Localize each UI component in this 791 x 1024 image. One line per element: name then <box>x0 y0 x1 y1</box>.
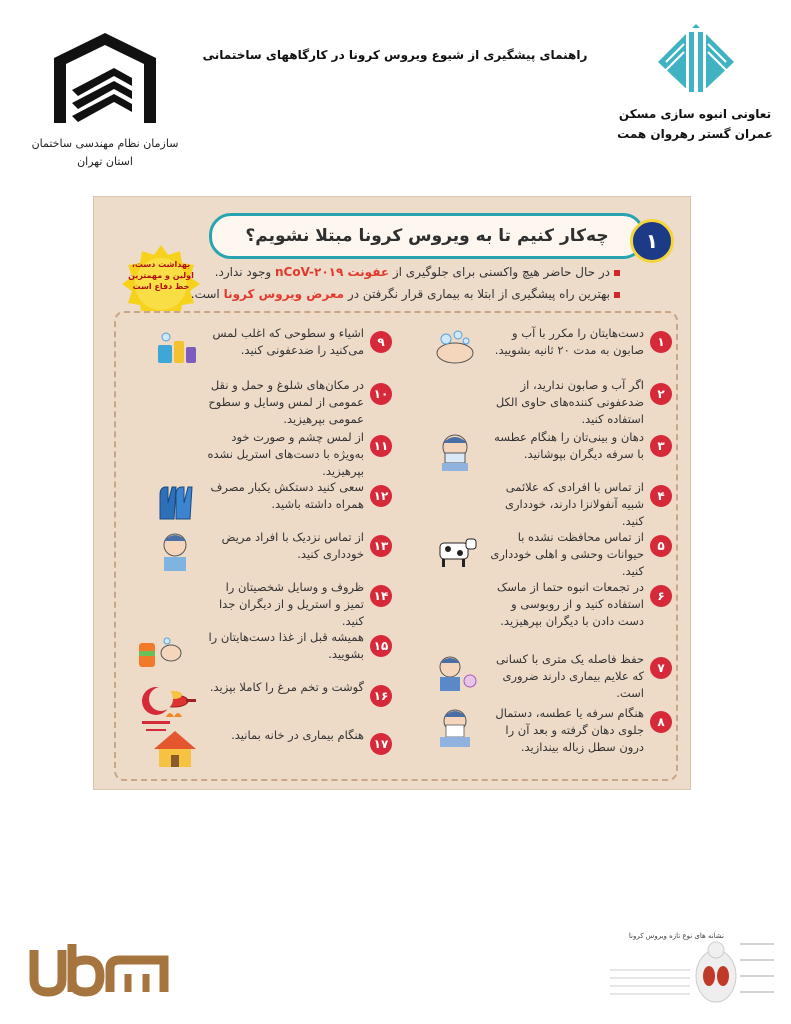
left-org-line2: استان تهران <box>77 155 133 168</box>
intro-1-a: در حال حاضر هیچ واکسنی برای جلوگیری از <box>389 265 610 279</box>
housing-coop-logo-icon <box>656 22 736 100</box>
tip-text: سعی کنید دستکش یکبار مصرف همراه داشته باشید. <box>210 480 364 511</box>
sneeze-icon <box>432 431 478 471</box>
tip-text: اشیاء و سطوحی که اغلب لمس می‌کنید را ضدعفونی کنید. <box>212 326 364 357</box>
cleaning-icon <box>152 327 198 367</box>
intro-1-red: عفونت nCoV-۲۰۱۹ <box>275 265 390 279</box>
tip-number: ۹ <box>370 331 392 353</box>
intro-1-b: وجود ندارد. <box>214 265 275 279</box>
intro-2-red: معرض ویروس کرونا <box>223 287 345 301</box>
tip-text: اگر آب و صابون ندارید، از ضدعفونی کننده‌های حاوی الکل استفاده کنید. <box>495 378 644 426</box>
tips-list <box>114 311 678 781</box>
tip-text: همیشه قبل از غذا دست‌هایتان را بشویید. <box>208 630 364 661</box>
left-org-line1: سازمان نظام مهندسی ساختمان <box>31 137 179 150</box>
tip-number: ۸ <box>650 711 672 733</box>
tip-number: ۱۵ <box>370 635 392 657</box>
right-org-line1: تعاونی انبوه سازی مسکن <box>618 107 772 121</box>
intro-line-2 <box>180 287 620 301</box>
tip-number: ۱۶ <box>370 685 392 707</box>
seal-text: بهداشت دست، اولین و مهمترین خط دفاع است <box>128 260 194 291</box>
tip-text: دهان و بینی‌تان را هنگام عطسه با سرفه دیگران بپوشانید. <box>494 430 644 461</box>
engineering-org-logo-icon <box>44 28 166 128</box>
right-org-name <box>610 104 780 144</box>
tip-text: هنگام بیماری در خانه بمانید. <box>231 728 364 742</box>
tip-number: ۱۷ <box>370 733 392 755</box>
bullet-icon <box>614 270 620 276</box>
distance-icon <box>432 653 478 693</box>
poster-title: چه‌کار کنیم تا به ویروس کرونا مبتلا نشویم؟ <box>245 226 609 246</box>
right-org-line2: عمران گستر رهروان همت <box>617 127 773 141</box>
bullet-icon <box>614 292 620 298</box>
intro-2-a: بهترین راه پیشگیری از ابتلا به بیماری قرار نگرفتن در <box>344 287 610 301</box>
sick-person-icon <box>152 531 198 571</box>
tip-text: در تجمعات انبوه حتما از ماسک استفاده کنید و از روبوسی و دست دادن با دیگران بپرهیزید. <box>496 580 644 628</box>
tip-text: از لمس چشم و صورت خود به‌ویژه با دست‌های استریل نشده بپرهیزید. <box>207 430 364 478</box>
tip-text: گوشت و تخم مرغ را کاملا بپزید. <box>209 680 364 694</box>
tip-text: حفظ فاصله یک متری با کسانی که علایم بیماری دارند ضروری است. <box>495 652 644 700</box>
gloves-icon <box>152 481 198 521</box>
red-crescent-logo-icon <box>136 685 176 745</box>
tip-number: ۵ <box>650 535 672 557</box>
handwash-icon <box>432 327 478 367</box>
poster-banner <box>209 213 645 259</box>
tip-number: ۲ <box>650 383 672 405</box>
tip-text: دست‌هایتان را مکرر با آب و صابون به مدت ۲۰ ثانیه بشویید. <box>494 326 644 357</box>
intro-line-1 <box>180 265 620 279</box>
tip-text: ظروف و وسایل شخصیتان را تمیز و استریل و از دیگران جدا کنید. <box>218 580 364 628</box>
tip-text: هنگام سرفه یا عطسه، دستمال جلوی دهان گرفته و بعد آن را درون سطل زباله بیندازید. <box>495 706 644 754</box>
tip-number: ۱۲ <box>370 485 392 507</box>
tip-text: از تماس با افرادی که علائمی شبیه آنفولانزا دارند، خودداری کنید. <box>504 480 644 528</box>
tip-number: ۱۳ <box>370 535 392 557</box>
tip-number: ۱۱ <box>370 435 392 457</box>
tip-text: در مکان‌های شلوغ و حمل و نقل عمومی از لمس وسایل و سطوح عمومی بپرهیزید. <box>208 378 364 426</box>
tip-number: ۷ <box>650 657 672 679</box>
tip-number: ۱ <box>650 331 672 353</box>
tip-text: از تماس محافظت نشده با حیوانات وحشی و اهلی خودداری کنید. <box>490 530 644 578</box>
tissue-icon <box>432 707 478 747</box>
tip-number: ۴ <box>650 485 672 507</box>
corona-prevention-poster <box>93 196 691 790</box>
cow-icon <box>432 531 478 571</box>
tip-number: ۳ <box>650 435 672 457</box>
infographic-title: نشانه های نوع تازه ویروس کرونا <box>628 932 724 940</box>
corona-symptoms-infographic-icon <box>604 930 780 1012</box>
tip-number: ۱۴ <box>370 585 392 607</box>
tip-number: ۶ <box>650 585 672 607</box>
poster-number-badge: ۱ <box>630 219 674 263</box>
tip-number: ۱۰ <box>370 383 392 405</box>
food-icon <box>122 631 198 671</box>
tip-text: از تماس نزدیک با افراد مریض خودداری کنید. <box>221 530 364 561</box>
footer-brand-logo-icon <box>24 940 174 1002</box>
intro-2-b: است. <box>190 287 224 301</box>
left-org-name <box>30 135 180 171</box>
document-title: راهنمای پیشگیری از شیوع ویروس کرونا در کارگاههای ساختمانی <box>202 48 588 62</box>
